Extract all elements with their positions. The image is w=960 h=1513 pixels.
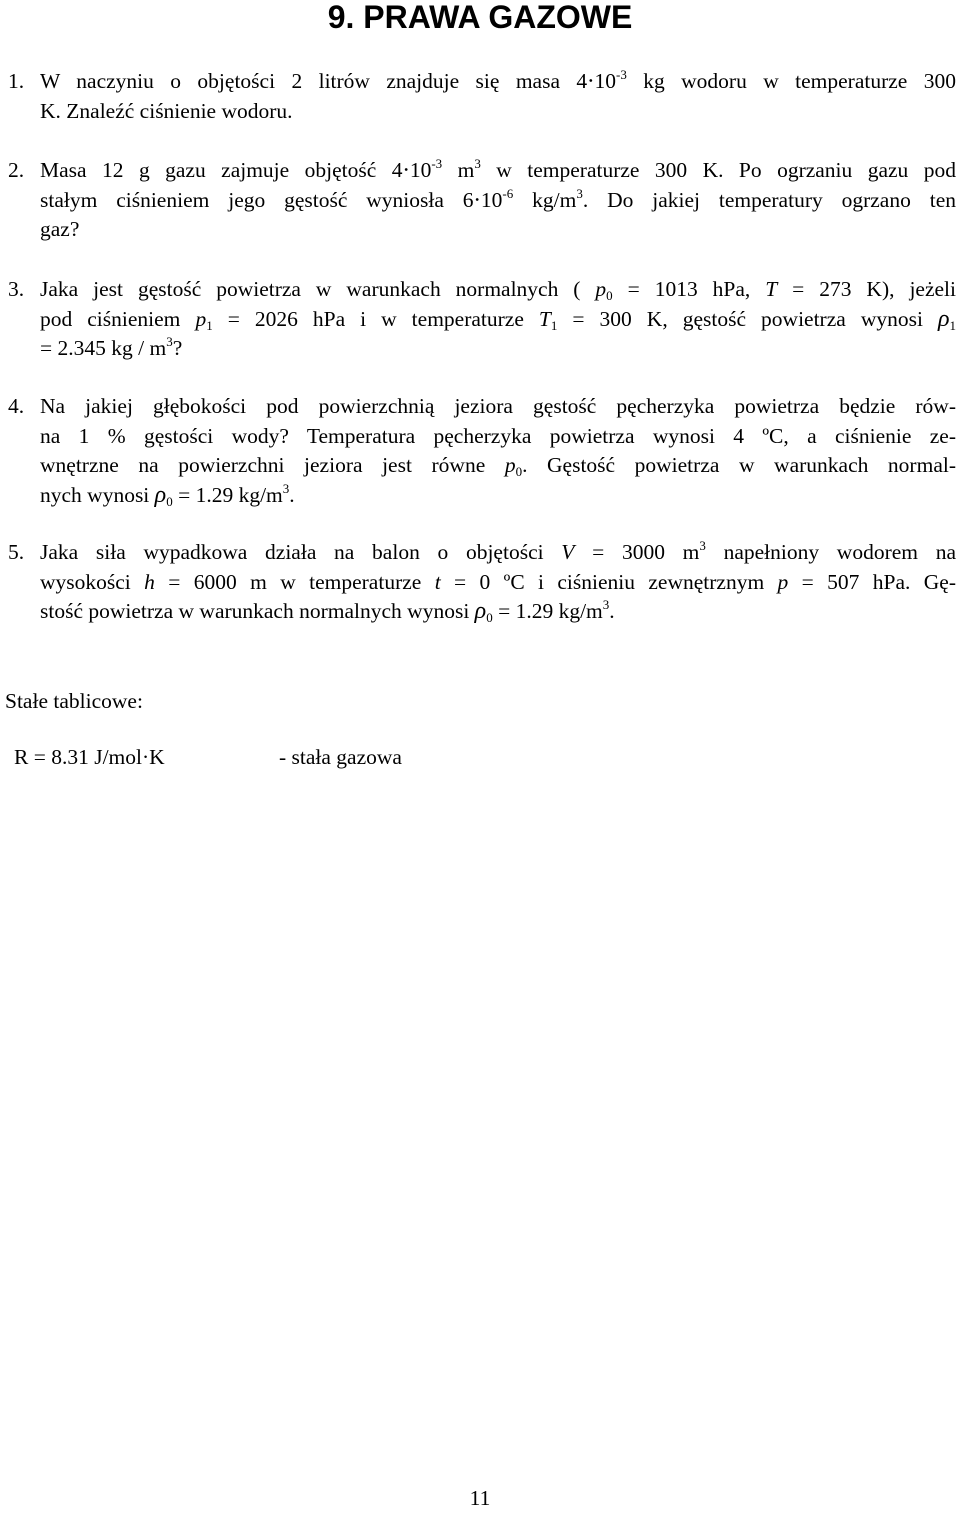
problem-5 [8,538,956,627]
problem-text: Jaka jest gęstość powietrza w warunkach normalnych ( $p_0 = 1013$ hPa, T = 273 K), jeżeli pod ciśnieniem $p_1 = 2026$ hPa i w temperaturze $T_1 = 300$ K, gęstość powietrza wynosi $\rho_1$ = 2.345 kg / $m^3$? [40,277,956,361]
problem-number: 1. [8,69,25,93]
page-title: 9. PRAWA GAZOWE [327,0,633,35]
problem-number: 2. [8,158,25,182]
problem-number: 3. [8,277,25,301]
problem-number: 4. [8,394,25,418]
problem-text: Na jakiej głębokości pod powierzchnią jeziora gęstość pęcherzyka powietrza będzie rów- na 1 % gęstości wody? Temperatura pęcherzyka powietrza wynosi 4 ºC, a ciśnienie ze- wnętrzne na powierzchni jeziora jest równe $p_0$. Gęstość powietrza w warunkach normal- nych wynosi $\rho_0 = 1.29$ $kg/m^3$. [40,394,956,509]
problem-text: W naczyniu o objętości 2 litrów znajduje się masa $4\cdot 10^{-3}$ kg wodoru w temperaturze 300 K. Znaleźć ciśnienie wodoru. [40,67,956,123]
constants-heading: Stałe tablicowe: [5,689,143,713]
gas-constant-value: R = 8.31 J/mol·K [14,745,165,769]
problem-number: 5. [8,540,25,564]
problem-1 [8,67,956,126]
gas-constant-description: - stała gazowa [279,745,402,769]
gas-constant-row [14,742,402,772]
problem-text: Jaka siła wypadkowa działa na balon o objętości V = 3000 $m^3$ napełniony wodorem na wysokości h = 6000 m w temperaturze t = 0 ºC i ciśnieniu zewnętrznym p = 507 hPa. Gę- stość powietrza w warunkach normalnych wynosi $\rho_0 = 1.29$ $kg/m^3$. [40,538,956,626]
problem-text: Masa 12 g gazu zajmuje objętość $4\cdot 10^{-3}$ $m^3$ w temperaturze 300 K. Po ogrzaniu gazu pod stałym ciśnieniem jego gęstość wyniosła $6\cdot 10^{-6}$ $kg/m^3$. Do jakiej temperatury ogrzano ten gaz? [40,156,956,242]
page-number: 11 [469,1486,491,1510]
problem-2 [8,156,956,245]
problem-3 [8,275,956,364]
problem-4 [8,392,956,510]
